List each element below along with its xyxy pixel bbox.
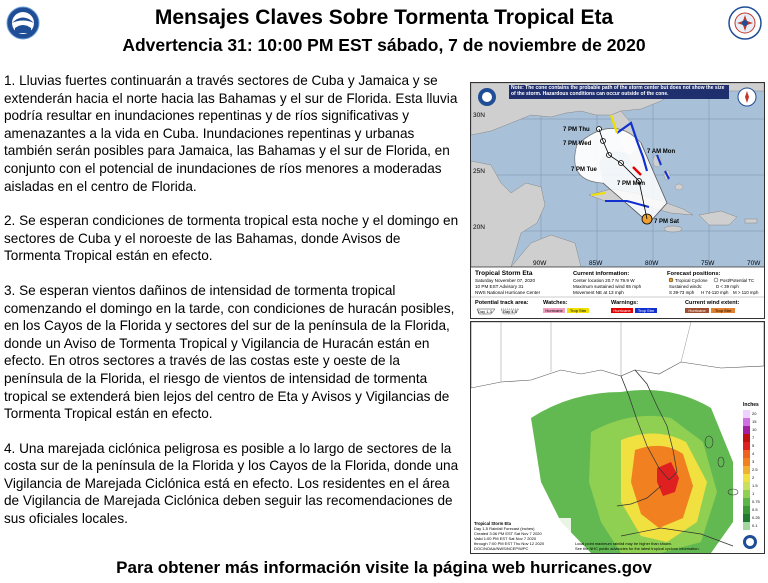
legend-v3: 7 [752,435,755,440]
current-info-1: Center location 20.7 N 79.9 W [573,278,635,283]
current-info-3: Movement NE at 13 mph [573,290,624,295]
watch-hurricane: Hurricane [545,308,563,313]
legend-v2: 10 [752,427,757,432]
legend-v14: 0.1 [752,523,758,528]
track-label-tue: 7 PM Tue [571,167,597,173]
fp-s: S 39-73 mph [669,290,695,295]
rain-caption-5: through 7:00 PM EST Thu Nov 12 2020 [474,541,545,546]
legend-v1: 15 [752,419,757,424]
legend-v0: 20 [752,411,757,416]
wind-extent-hurricane: Hurricane [688,308,706,313]
legend-v7: 2.5 [752,467,758,472]
legend-v10: 1 [752,491,755,496]
rain-caption-2: Day 1-5 Rainfall Forecast (inches) [474,526,535,531]
track-label-wed: 7 PM Wed [563,141,592,147]
legend-v4: 5 [752,443,755,448]
fp-d: D < 39 mph [716,284,739,289]
warning-trop-stm: Trop Stm [637,308,655,313]
current-info-title: Current information: [573,271,630,277]
legend-v9: 1.5 [752,483,758,488]
advisory-subtitle: Advertencia 31: 10:00 PM EST sábado, 7 de noviembre de 2020 [122,35,646,55]
warnings-title: Warnings: [611,300,639,306]
track-label-mon-pm: 7 PM Mon [617,181,645,187]
legend-v8: 2 [752,475,755,480]
lon-label-75w: 75W [701,260,715,267]
fp-m: M > 110 mph [733,290,759,295]
legend-v5: 4 [752,451,755,456]
lat-label-30n: 30N [473,112,485,119]
issued-line-2: 10 PM EST Advisory 31 [475,284,524,289]
legend-v11: 0.75 [752,499,760,504]
fp-sustained-winds: Sustained winds: [669,284,703,289]
track-area-day45: Day 4-5 [502,309,518,314]
rain-caption-6: DOC/NOAA/NWS/NCEP/WPC [474,546,529,551]
lon-label-90w: 90W [533,260,547,267]
legend-v6: 3 [752,459,755,464]
lat-label-20n: 20N [473,224,485,231]
rain-caption-1: Tropical Storm Eta [474,521,511,526]
warning-hurricane: Hurricane [613,308,631,313]
fp-h: H 74-110 mph [701,290,729,295]
rainfall-forecast-map [470,321,765,554]
rain-caption-4: Valid 1:00 PM EST Sat Nov 7 2020 [474,536,537,541]
key-message-1: 1. Lluvias fuertes continuarán a través sectores de Cuba y Jamaica y se extenderán hacia el norte hacia las Bahamas y el sur de Florida. Esta lluvia podría resultar en inundaciones repentinas y de ríos significativas y amenazantes a la vida en Cuba. Inundaciones repentinas y urbanas también serán posibles para Jamaica, las Bahamas y el sur de Florida, en conjunto con el potencial de inundaciones de ríos menores a moderadas aisladas en el centro de Florida. [4,73,458,194]
issued-line-3: NWS National Hurricane Center [475,290,541,295]
legend-v13: 0.25 [752,515,760,520]
rain-caption-3: Created 3:36 PM EST Sat Nov 7 2020 [474,531,542,536]
rain-disclaimer-2: See the NHC public advisories for the latest tropical cyclone information. [575,546,700,551]
issued-line-1: Saturday November 07, 2020 [475,278,536,283]
track-label-sat: 7 PM Sat [654,219,680,225]
lon-label-85w: 85W [589,260,603,267]
lat-label-25n: 25N [473,168,485,175]
key-messages [4,72,460,545]
legend-v12: 0.5 [752,507,758,512]
key-message-2: 2. Se esperan condiciones de tormenta tropical esta noche y el domingo en sectores de Cuba y el noroeste de las Bahamas, donde Avisos de Tormenta Tropical están en efecto. [4,213,459,264]
rain-disclaimer-1: Local point maximum rainfall may be higher than shown. [575,541,673,546]
page-title: Mensajes Claves Sobre Tormenta Tropical Eta [154,6,614,29]
legend-title: Inches [743,402,759,408]
track-label-mon-am: 7 AM Mon [647,149,676,155]
lon-label-70w: 70W [747,260,761,267]
track-area-title: Potential track area: [475,300,529,306]
watch-trop-stm: Trop Stm [569,308,587,313]
fp-post-potential: Post/Potential TC [720,278,755,283]
storm-name: Tropical Storm Eta [475,270,533,277]
lon-label-80w: 80W [645,260,659,267]
watches-title: Watches: [543,300,568,306]
key-message-3: 3. Se esperan vientos dañinos de intensidad de tormenta tropical comenzando el domingo en la tarde, con condiciones de huracán posibles, en los Cayos de la Florida y sectores del sur de la península de la Florida, donde un Aviso de Tormenta Tropical y Vigilancia de Huracán están en efecto. En otros sectores a través de las costas este y oeste de la península de la Florida, el riesgo de vientos de intensidad de tormenta tropical se extenderá bien lejos del centro de Eta y Avisos y Vigilancias de Tormenta Tropical están en efecto. [4,282,455,422]
footer-link-text: Para obtener más información visite la página web hurricanes.gov [116,558,652,577]
forecast-positions-title: Forecast positions: [667,271,721,277]
fp-tropical-cyclone: Tropical Cyclone [675,278,708,283]
track-area-day13: Day 1-3 [477,309,493,314]
current-info-2: Maximum sustained wind 65 mph [573,284,642,289]
key-message-4: 4. Una marejada ciclónica peligrosa es posible a lo largo de sectores de la costa sur de la península de la Florida y los Cayos de la Florida, donde una Vigilancia de Marejada Ciclónica está en efecto. Los residentes en el área de Vigilancia de Marejada Ciclónica deben seguir las recomendaciones de sus oficiales locales. [4,440,459,527]
track-label-thu: 7 PM Thu [563,127,590,133]
cone-disclaimer-note: Note: The cone contains the probable path of the storm center but does not show the size of the storm. Hazardous conditions can occur outside of the cone. [511,85,725,97]
wind-extent-trop-stm: Trop Stm [714,308,732,313]
forecast-cone-map [470,82,765,319]
wind-extent-title: Current wind extent: [685,300,740,306]
